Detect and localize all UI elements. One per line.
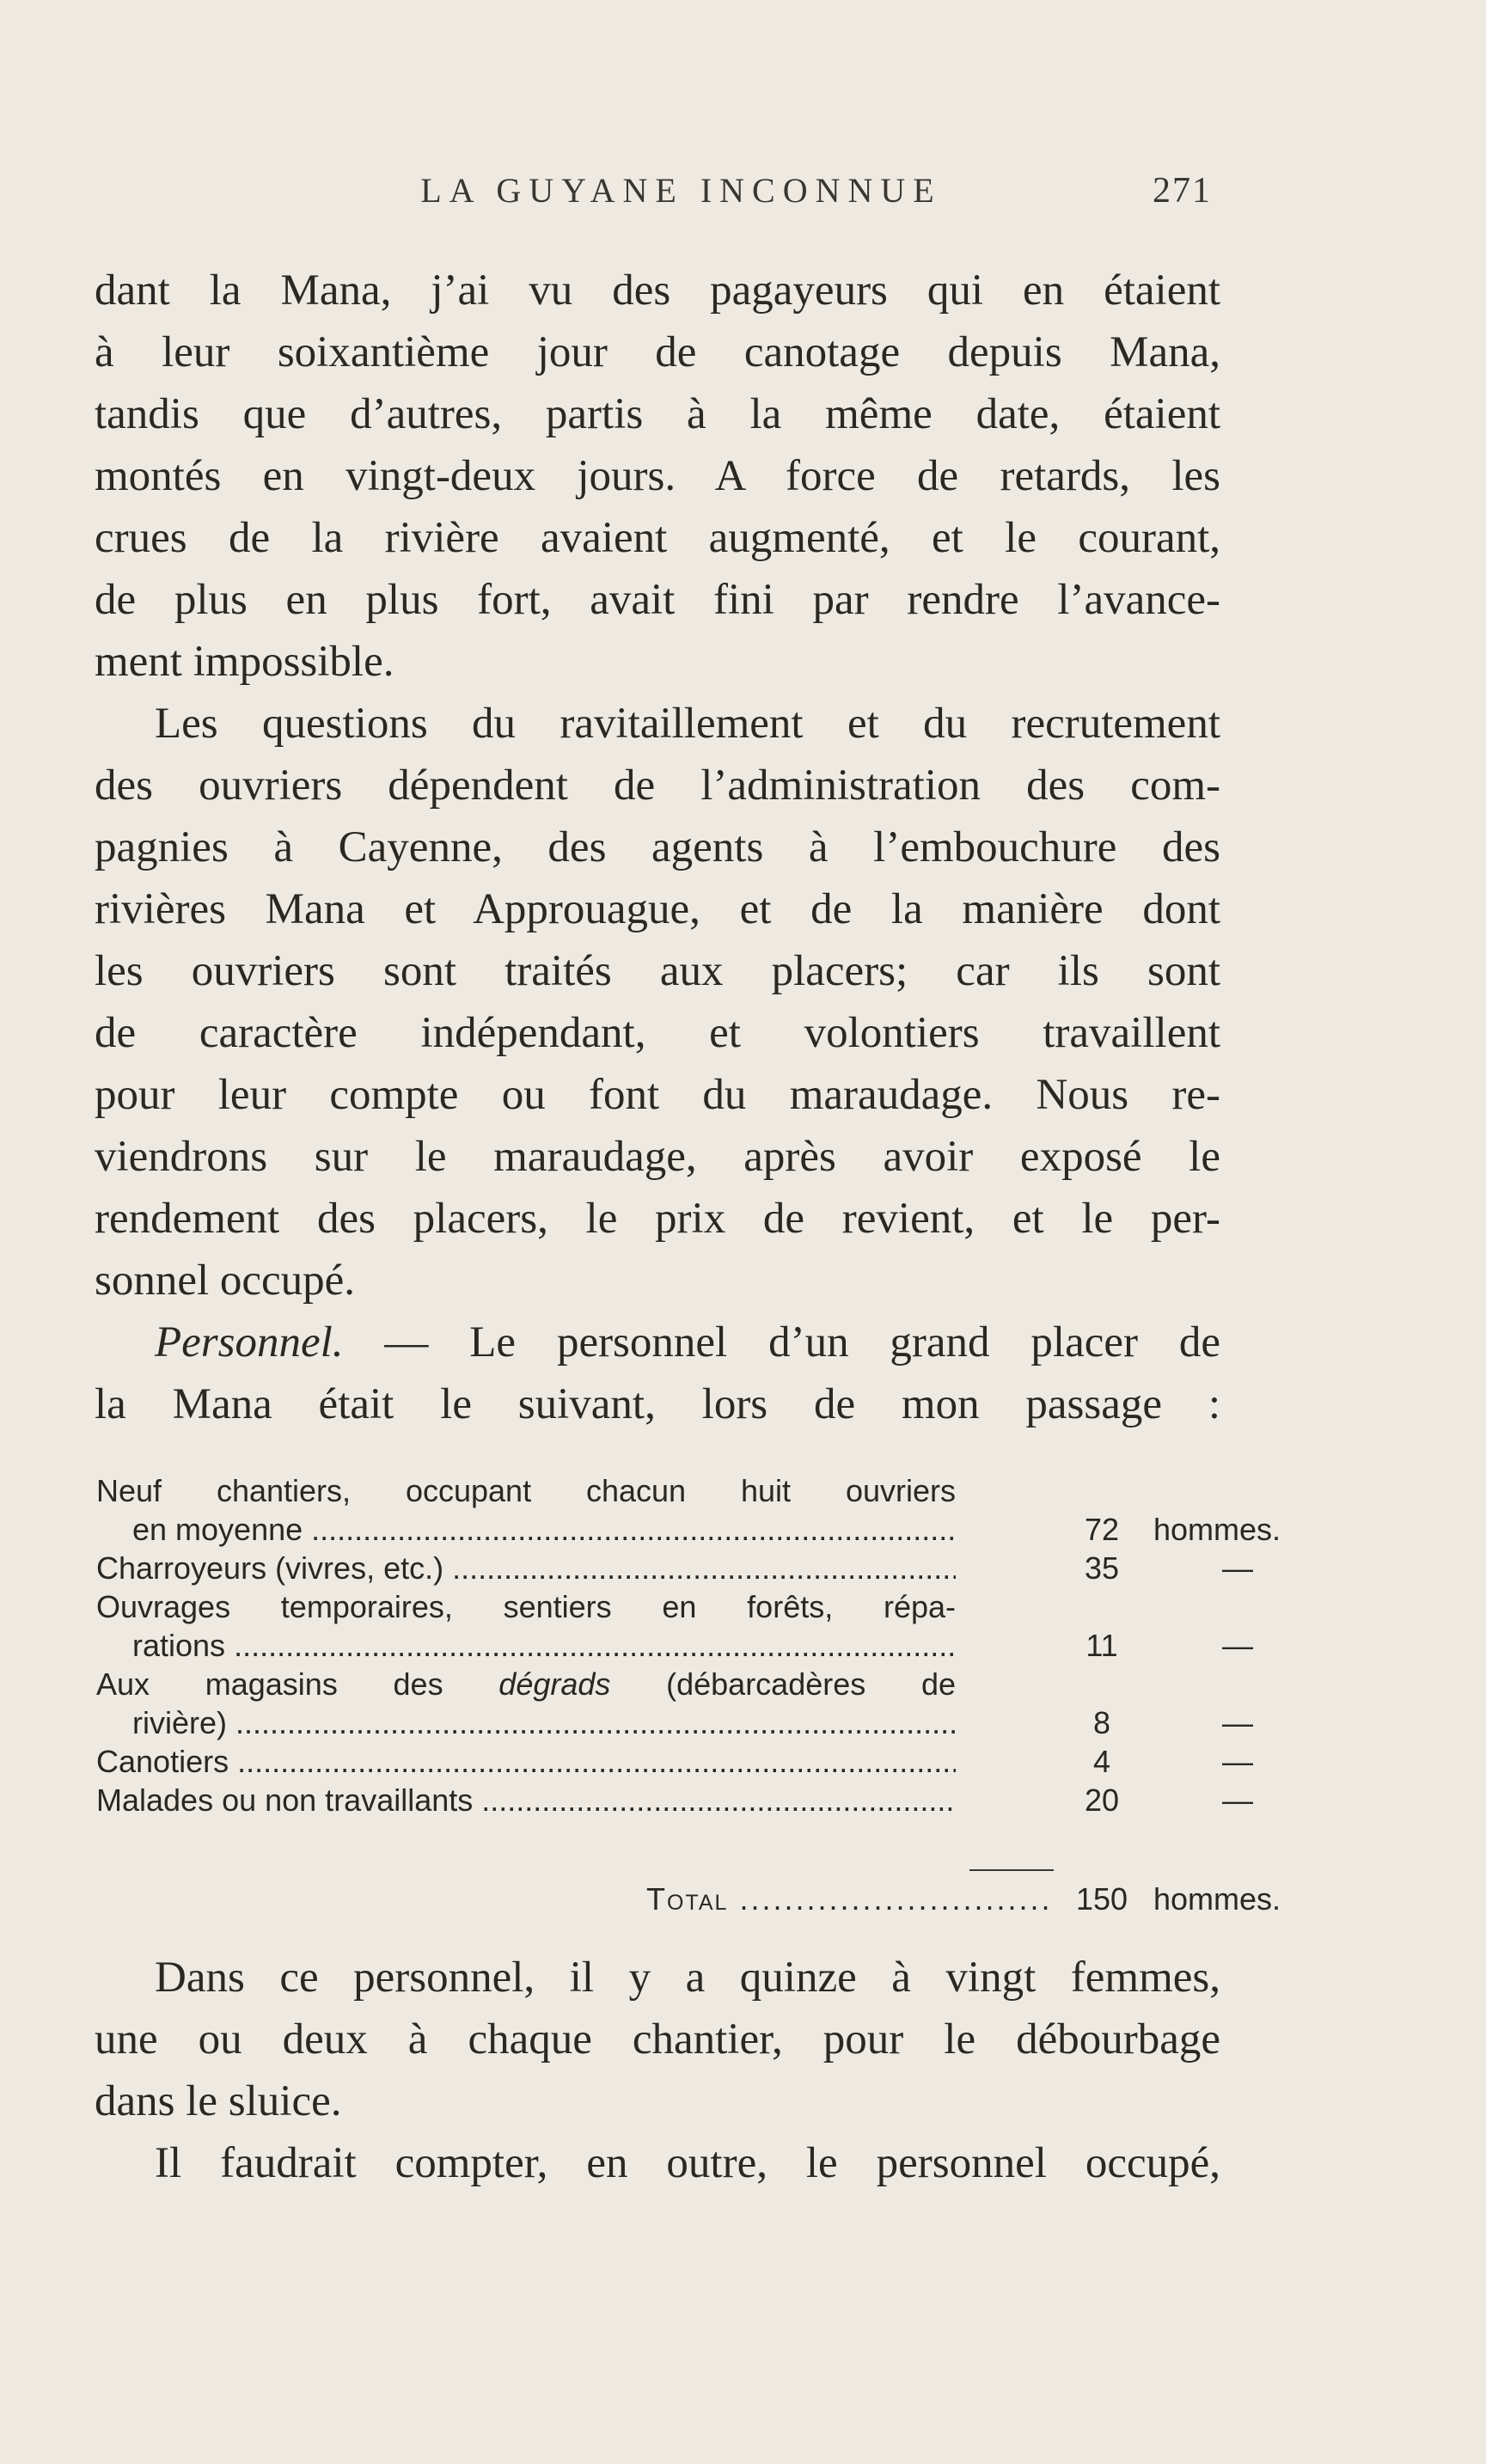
paragraph-additional-personnel — [95, 2132, 1220, 2194]
text-line: pagnies à Cayenne, des agents à l’embouchure des — [95, 823, 1220, 871]
text-line: de plus en plus fort, avait fini par rendre l’avance- — [95, 576, 1220, 624]
text-span: (débarcadères de — [610, 1666, 956, 1702]
page-number: 271 — [1153, 171, 1212, 211]
text-span: rations — [132, 1628, 226, 1663]
row-description: Neuf chantiers, occupant chacun huit ouvriers — [96, 1473, 956, 1508]
text-span: Charroyeurs (vivres, etc.) — [96, 1550, 444, 1586]
text-span: Aux magasins des — [96, 1666, 499, 1702]
text-line: la Mana était le suivant, lors de mon passage : — [95, 1380, 1220, 1428]
text-line — [95, 1311, 1220, 1373]
text-line: les ouvriers sont traités aux placers; car ils sont — [95, 947, 1220, 995]
table-row — [96, 1510, 1281, 1549]
text-line: tandis que d’autres, partis à la même date, étaient — [95, 390, 1220, 438]
running-title: LA GUYANE INCONNUE — [420, 171, 942, 210]
table-row — [96, 1471, 1226, 1510]
table-row — [96, 1742, 1253, 1781]
table-row — [96, 1626, 1253, 1665]
row-unit: — — [1222, 1628, 1253, 1663]
row-count: 35 — [1084, 1550, 1120, 1586]
table-row — [96, 1549, 1253, 1587]
total-rule — [969, 1869, 1054, 1871]
table-row — [96, 1587, 1226, 1626]
row-description — [96, 1781, 956, 1819]
paragraph-personnel-intro — [95, 1311, 1220, 1435]
italic-term-degrads: dégrads — [498, 1666, 611, 1702]
row-unit: — — [1222, 1744, 1253, 1779]
running-head — [150, 170, 1212, 222]
row-count: 4 — [1092, 1744, 1111, 1779]
text-span: Canotiers — [96, 1744, 229, 1779]
text-line: dans le sluice. — [95, 2077, 342, 2125]
table-row — [96, 1781, 1253, 1819]
staff-table — [96, 1471, 1281, 1819]
text-line: Les questions du ravitaillement et du recrutement — [155, 700, 1220, 748]
row-count: 11 — [1085, 1628, 1118, 1663]
text-line: viendrons sur le maraudage, après avoir exposé le — [95, 1133, 1220, 1181]
row-description — [96, 1549, 956, 1587]
row-unit: — — [1222, 1705, 1253, 1740]
total-count: 150 — [1075, 1881, 1128, 1917]
text-span: rivière) — [132, 1705, 228, 1740]
text-line: montés en vingt-deux jours. A force de retards, les — [95, 452, 1220, 500]
text-line: de caractère indépendant, et volontiers travaillent — [95, 1009, 1220, 1057]
text-span: en moyenne — [132, 1512, 303, 1547]
text-line: ment impossible. — [95, 638, 394, 686]
text-line: une ou deux à chaque chantier, pour le débourbage — [95, 2015, 1220, 2064]
row-description-continued — [132, 1703, 956, 1742]
row-count: 72 — [1084, 1512, 1120, 1547]
total-row — [96, 1878, 1281, 1921]
row-unit: — — [1222, 1550, 1253, 1586]
paragraph-mana-paddlers — [95, 260, 1220, 693]
text-line: pour leur compte ou font du maraudage. Nous re- — [95, 1071, 1220, 1119]
text-line: à leur soixantième jour de canotage depuis Mana, — [95, 328, 1220, 376]
total-unit: hommes. — [1153, 1881, 1281, 1917]
text-line: crues de la rivière avaient augmenté, et le courant, — [95, 514, 1220, 562]
text-span: — Le personnel d’un grand placer de — [343, 1318, 1220, 1367]
table-row — [96, 1665, 1226, 1703]
row-description — [96, 1665, 956, 1703]
text-line: rivières Mana et Approuague, et de la manière dont — [95, 885, 1220, 933]
row-description — [96, 1742, 956, 1781]
text-span: Total — [646, 1881, 729, 1917]
text-line: des ouvriers dépendent de l’administration des com- — [95, 761, 1220, 810]
row-count: 20 — [1084, 1782, 1120, 1818]
text-line: dant la Mana, j’ai vu des pagayeurs qui en étaient — [95, 266, 1220, 315]
row-unit: hommes. — [1153, 1512, 1281, 1547]
text-span: Malades ou non travaillants — [96, 1782, 474, 1818]
row-count: 8 — [1092, 1705, 1111, 1740]
row-unit: — — [1222, 1782, 1253, 1818]
text-line: Il faudrait compter, en outre, le personnel occupé, — [155, 2139, 1220, 2187]
text-line: sonnel occupé. — [95, 1256, 356, 1305]
paragraph-women-sluice — [95, 1947, 1220, 2132]
text-line: rendement des placers, le prix de revient, et le per- — [95, 1195, 1220, 1243]
text-line: Dans ce personnel, il y a quinze à vingt femmes, — [155, 1953, 1220, 2002]
row-description-continued — [132, 1510, 956, 1549]
table-row — [96, 1703, 1253, 1742]
paragraph-supply-recruitment — [95, 693, 1220, 1311]
row-description: Ouvrages temporaires, sentiers en forêts, répa- — [96, 1589, 956, 1624]
total-label — [646, 1878, 1050, 1921]
section-lead-personnel: Personnel. — [155, 1318, 344, 1367]
row-description-continued — [132, 1626, 956, 1665]
